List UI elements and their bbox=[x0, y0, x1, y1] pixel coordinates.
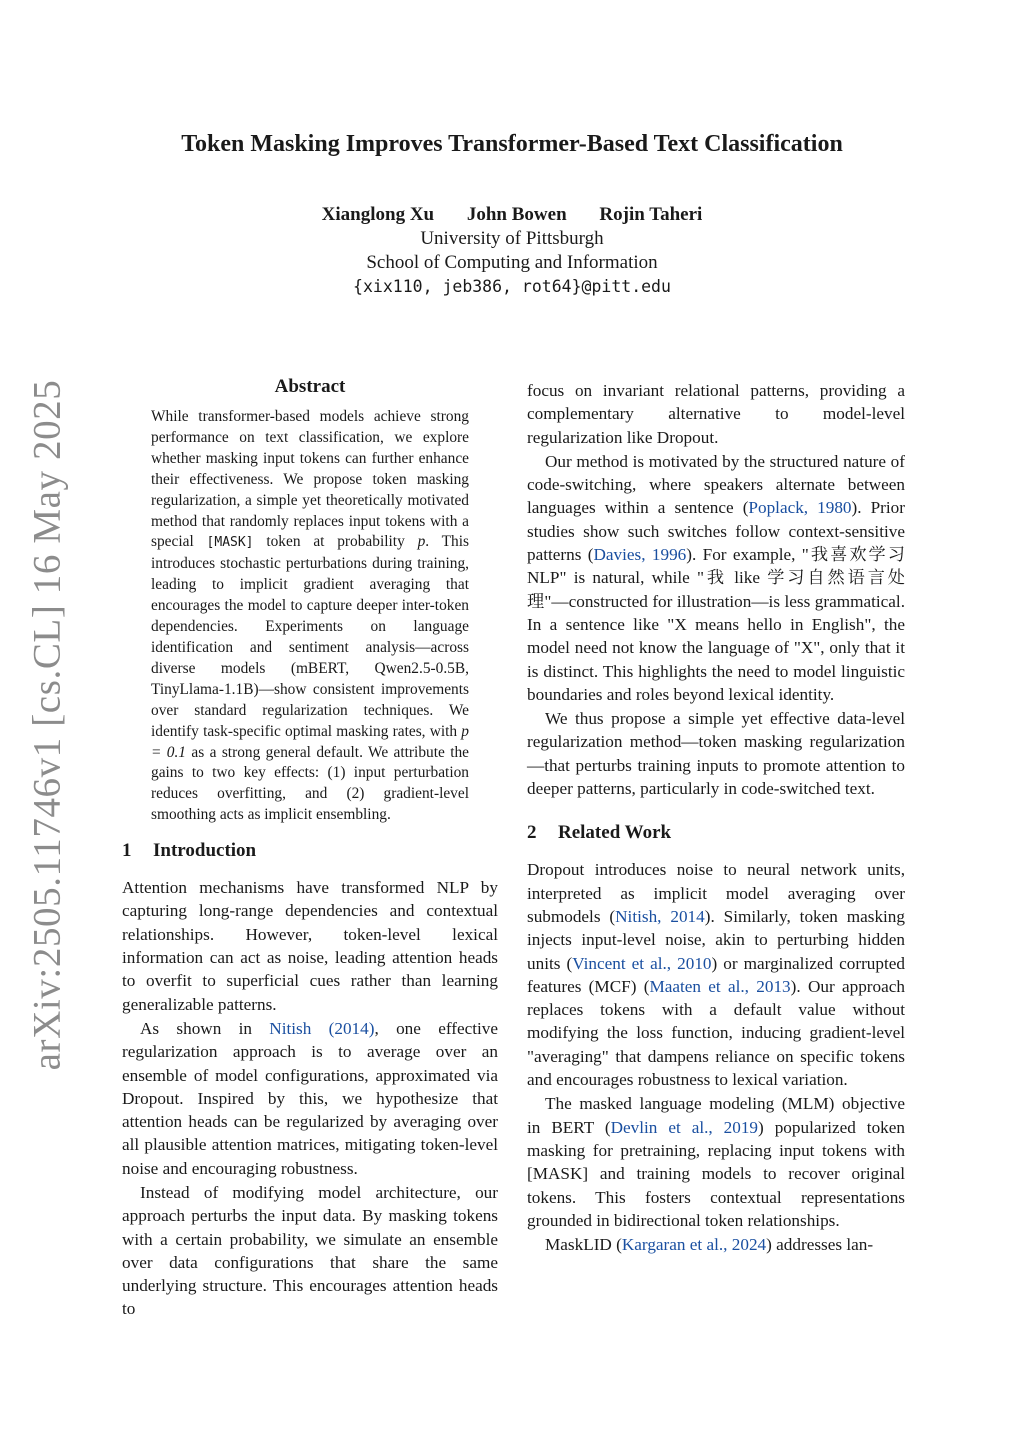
citation-link[interactable]: Vincent et al., 2010 bbox=[572, 953, 712, 973]
arxiv-identifier-text: arXiv:2505.11746v1 [cs.CL] 16 May 2025 bbox=[25, 379, 69, 1071]
citation-link[interactable]: Davies, 1996 bbox=[593, 545, 687, 565]
affiliation-school: School of Computing and Information bbox=[366, 252, 658, 273]
arxiv-identifier bbox=[12, 379, 82, 1071]
body-paragraph: We thus propose a simple yet effective data-level regularization method—token masking regularization—that perturbs training inputs to promote attention to deeper patterns, particularly in code-switched text. bbox=[527, 709, 905, 799]
intro-paragraph: Instead of modifying model architecture, our approach perturbs the input data. By masking tokens with a certain probability, we simulate an ensemble over data configurations that share the same underlying structure. This encourages attention heads to bbox=[122, 1182, 498, 1319]
citation-link[interactable]: Maaten et al., 2013 bbox=[649, 976, 791, 996]
citation-link[interactable]: Poplack, 1980 bbox=[748, 498, 852, 518]
citation-link[interactable]: Devlin et al., 2019 bbox=[610, 1117, 759, 1137]
body-paragraph: Our method is motivated by the structured nature of code-switching, where speakers alternate between languages within a sentence (Poplack, 1980). Prior studies show such switches follow context-sensitive patterns (Davies, 1996). For example, "我喜欢学习 NLP" is natural, while "我 like 学习自然语言处理"—constructed for illustration—is less grammatical. In a sentence like "X means hello in English", the model need not know the language of "X", only that it is distinct. This highlights the need to model linguistic boundaries and roles beyond lexical identity. bbox=[527, 451, 905, 704]
abstract-heading: Abstract bbox=[274, 376, 346, 397]
intro-paragraph: As shown in Nitish (2014), one effective regularization approach is to average over an ensemble of model configurations, approximated via Dropout. Inspired by this, we hypothesize that attention heads can be regularized by averaging over all plausible attention matrices, mitigating token-level noise and encouraging robustness. bbox=[122, 1018, 498, 1178]
author-name: Xianglong Xu bbox=[321, 204, 435, 225]
related-paragraph: MaskLID (Kargaran et al., 2024) addresses lan- bbox=[545, 1235, 874, 1255]
author-emails: {xix110, jeb386, rot64}@pitt.edu bbox=[353, 277, 671, 296]
citation-link[interactable]: Kargaran et al., 2024 bbox=[621, 1235, 767, 1255]
author-list bbox=[0, 204, 1024, 226]
mask-token: [MASK] bbox=[206, 535, 254, 551]
paper-title: Token Masking Improves Transformer-Based Text Classification bbox=[181, 131, 843, 157]
related-paragraph: Dropout introduces noise to neural network units, interpreted as implicit model averaging over submodels (Nitish, 2014). Similarly, token masking injects input-level noise, akin to perturbing hidden units (Vincent et al., 2010) or marginalized corrupted features (MCF) (Maaten et al., 2013). Our approach replaces tokens with a default value without modifying the loss function, inducing gradient-level "averaging" that dampens reliance on specific tokens and encourages robustness to lexical variation. bbox=[527, 860, 905, 1090]
related-paragraph: The masked language modeling (MLM) objective in BERT (Devlin et al., 2019) popularized token masking for pretraining, replacing input tokens with [MASK] and training models to recover original tokens. This fosters contextual representations grounded in bidirectional token relationships. bbox=[527, 1094, 905, 1230]
intro-paragraph: Attention mechanisms have transformed NLP by capturing long-range dependencies and contextual relationships. However, token-level lexical information can act as noise, leading attention heads to overfit to superficial cues rather than learning generalizable patterns. bbox=[122, 878, 498, 1014]
citation-link[interactable]: Nitish, 2014 bbox=[615, 906, 705, 926]
author-name: Rojin Taheri bbox=[599, 204, 703, 225]
body-paragraph: focus on invariant relational patterns, providing a complementary alternative to model-level regularization like Dropout. bbox=[527, 381, 905, 447]
section-heading-related-work: 2 Related Work bbox=[527, 822, 672, 844]
left-column bbox=[122, 376, 498, 1321]
abstract-body: While transformer-based models achieve strong performance on text classification, we explore whether masking input tokens can further enhance their effectiveness. We propose token masking regularization, a simple yet theoretically motivated method that randomly replaces input tokens with a special [MASK] token at probability p. This introduces stochastic perturbations during training, leading to implicit gradient averaging that encourages the model to capture deeper inter-token dependencies. Experiments on language identification and sentiment analysis—across diverse models (mBERT, Qwen2.5-0.5B, TinyLlama-1.1B)—show consistent improvements over standard regularization techniques. We identify task-specific optimal masking rates, with p = 0.1 as a strong general default. We attribute the gains to two key effects: (1) input perturbation reduces overfitting, and (2) gradient-level smoothing acts as implicit ensembling. bbox=[151, 408, 470, 824]
author-name: John Bowen bbox=[466, 204, 567, 225]
probability-symbol: p bbox=[417, 533, 426, 551]
citation-link[interactable]: Nitish (2014) bbox=[269, 1018, 375, 1038]
section-heading-introduction: 1 Introduction bbox=[122, 840, 257, 862]
default-rate: p = 0.1 bbox=[151, 722, 469, 761]
affiliation-university: University of Pittsburgh bbox=[420, 228, 604, 249]
right-column bbox=[527, 379, 905, 1256]
